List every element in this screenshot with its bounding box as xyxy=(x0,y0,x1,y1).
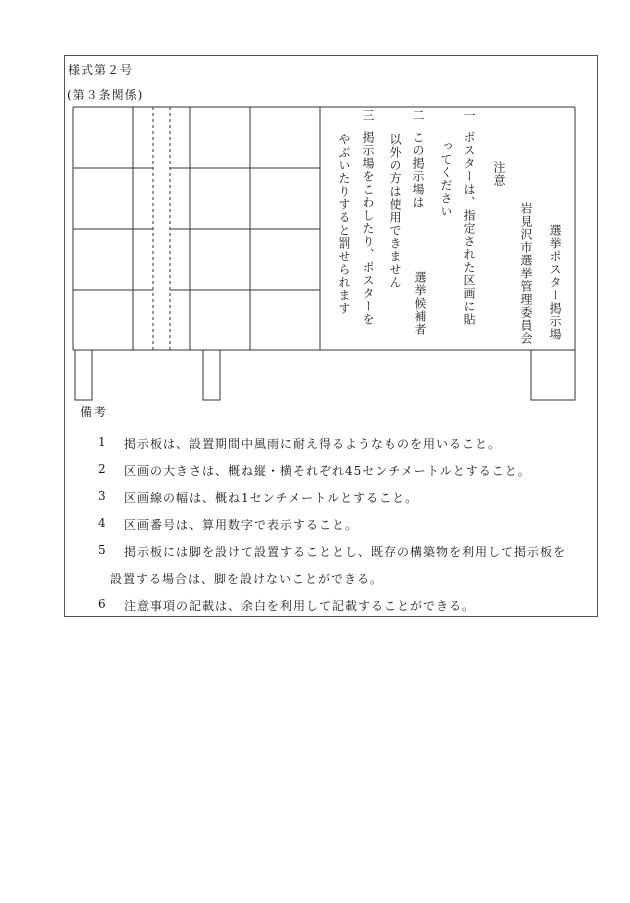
notice-1-line2: ってください xyxy=(439,140,453,218)
remark-text: 注意事項の記載は、余白を利用して記載することができる。 xyxy=(124,599,476,613)
remark-continuation: 設置する場合は、脚を設けないことができる。 xyxy=(110,572,384,586)
remark-text: 掲示板は、設置期間中風雨に耐え得るようなものを用いること。 xyxy=(124,437,502,451)
notice-2-line1: この掲示場は xyxy=(411,131,425,209)
board-title: 選挙ポスター掲示場 xyxy=(548,224,562,341)
notice-3-number: 三 xyxy=(361,109,375,122)
notice-heading: 注意 xyxy=(492,161,506,187)
remark-text: 区画番号は、算用数字で表示すること。 xyxy=(124,518,359,532)
remark-text: 掲示板には脚を設けて設置することとし、既存の構築物を利用して掲示板を xyxy=(124,545,567,559)
remark-number: 2 xyxy=(98,462,106,476)
form-number: 様式第２号 xyxy=(68,63,134,77)
remark-text: 区画線の幅は、概ね1センチメートルとすること。 xyxy=(124,491,419,505)
notice-2-number: 二 xyxy=(411,109,425,122)
remarks-title: 備考 xyxy=(80,405,109,419)
committee-name: 岩見沢市選挙管理委員会 xyxy=(519,202,533,345)
remark-number: 4 xyxy=(98,516,106,530)
notice-1-number: 一 xyxy=(462,109,476,122)
poster-board-diagram xyxy=(0,0,630,420)
remark-text: 区画の大きさは、概ね縦・横それぞれ45センチメートルとすること。 xyxy=(124,464,531,478)
article-reference: (第３条関係) xyxy=(67,88,144,102)
notice-3-line1: 掲示場をこわしたり、ポスターを xyxy=(361,131,375,326)
remark-number: 5 xyxy=(98,543,106,557)
remark-number: 3 xyxy=(98,489,106,503)
notice-2-line2: 以外の方は使用できません xyxy=(388,133,402,289)
remark-number: 1 xyxy=(98,435,106,449)
notice-1-line1: ポスターは、指定された区画に貼 xyxy=(462,131,476,326)
remark-number: 6 xyxy=(98,597,106,611)
notice-3-line2: やぶいたりすると罰せられます xyxy=(337,133,351,315)
candidate-label: 選挙候補者 xyxy=(413,271,427,336)
